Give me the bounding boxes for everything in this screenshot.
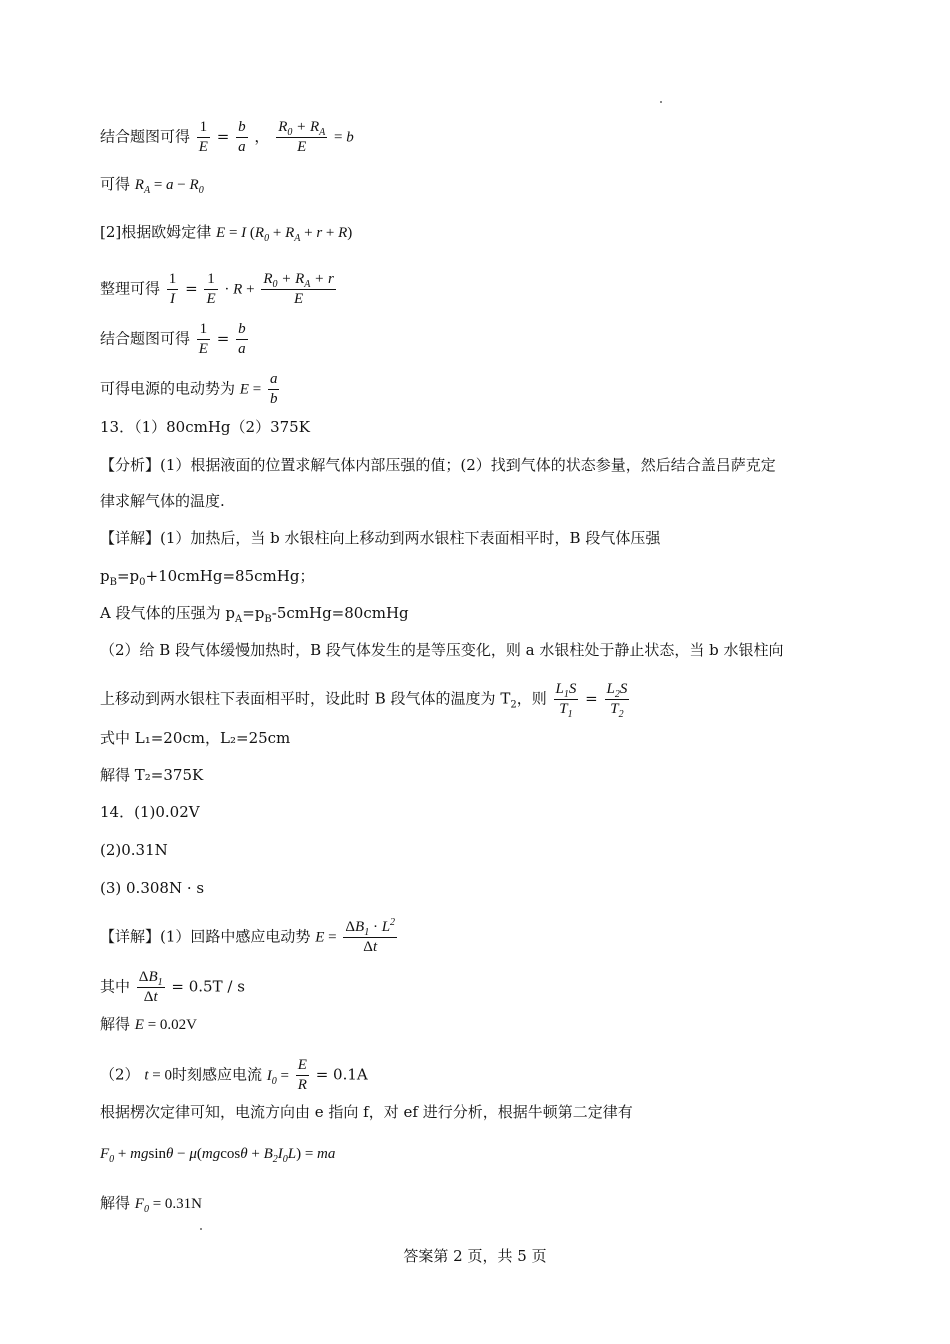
q14-detail-5: 根据楞次定律可知，电流方向由 e 指向 f，对 ef 进行分析，根据牛顿第二定律有 bbox=[100, 1103, 633, 1121]
q13-pressure-b: $p_B=p_0+10cmHg=85cmHg$； bbox=[100, 567, 315, 588]
q14-detail-2: 其中 $\frac{\Delta B_1}{\Delta t}$ = 0.5T / s bbox=[100, 969, 245, 1005]
q13-analysis-cont: 律求解气体的温度. bbox=[100, 492, 225, 510]
text-line: 整理可得 $\frac{1}{I}$ = $\frac{1}{E}$ · R + $\frac{R_0 + R_A + r}{E}$ bbox=[100, 271, 334, 307]
q13-detail-2: （2）给 B 段气体缓慢加热时，B 段气体发生的是等压变化，则 a 水银柱处于静止状态，当 b 水银柱向 bbox=[100, 641, 784, 659]
text-line: 可得电源的电动势为 E = $\frac{a}{b}$ bbox=[100, 371, 278, 407]
q13-detail-2-cont: 上移动到两水银柱下表面相平时，设此时 B 段气体的温度为 $T_2$，则 $\frac{L_1S}{T_1}$ = $\frac{L_2S}{T_2}$ bbox=[100, 681, 628, 720]
scan-speck bbox=[200, 1228, 202, 1230]
text-line: [2]根据欧姆定律 E = I $(R_0 + R_A + r + R)$ bbox=[100, 223, 353, 244]
q14-answer-2: (2)0.31N bbox=[100, 841, 168, 859]
q13-result: 解得 T₂=375K bbox=[100, 766, 204, 784]
q13-detail: 【详解】(1）加热后，当 b 水银柱向上移动到两水银柱下表面相平时，B 段气体压强 bbox=[100, 529, 661, 547]
page-footer: 答案第 2 页，共 5 页 bbox=[403, 1247, 547, 1265]
q14-detail-4: （2） t = 0时刻感应电流 $I_0$ = $\frac{E}{R}$ = 0.1A bbox=[100, 1057, 368, 1093]
q14-answer-3: (3) 0.308N · s bbox=[100, 879, 205, 897]
q14-detail-1: 【详解】(1）回路中感应电动势 E = $\frac{\Delta B_1 \cdot L^2}{\Delta t}$ bbox=[100, 917, 396, 955]
q14-newton-equation: $F_0 + mgsin\theta - \mu(mgcos\theta + B_2I_0L)$ = ma bbox=[100, 1146, 336, 1165]
q13-lengths: 式中 L₁=20cm，L₂=25cm bbox=[100, 729, 291, 747]
scan-speck bbox=[660, 101, 662, 103]
q13-answer: 13．（1）80cmHg（2）375K bbox=[100, 418, 310, 436]
text-line: 可得 $R_A = a - R_0$ bbox=[100, 175, 204, 196]
text-line: 结合题图可得 $\frac{1}{E}$ = $\frac{b}{a}$ ， $\frac{R_0 + R_A}{E}$ = b bbox=[100, 119, 354, 155]
q14-detail-7: 解得 $F_0 = 0.31N$ bbox=[100, 1194, 203, 1215]
q13-pressure-a: A 段气体的压强为 $p_A=p_B-5cmHg=80cmHg$ bbox=[100, 604, 409, 625]
q14-detail-3: 解得 E = 0.02V bbox=[100, 1015, 198, 1033]
q13-analysis: 【分析】(1）根据液面的位置求解气体内部压强的值；(2）找到气体的状态参量，然后结合盖吕萨克定 bbox=[100, 456, 776, 474]
text-line: 结合题图可得 $\frac{1}{E}$ = $\frac{b}{a}$ bbox=[100, 321, 246, 357]
q14-answer-1: 14．(1)0.02V bbox=[100, 803, 200, 821]
